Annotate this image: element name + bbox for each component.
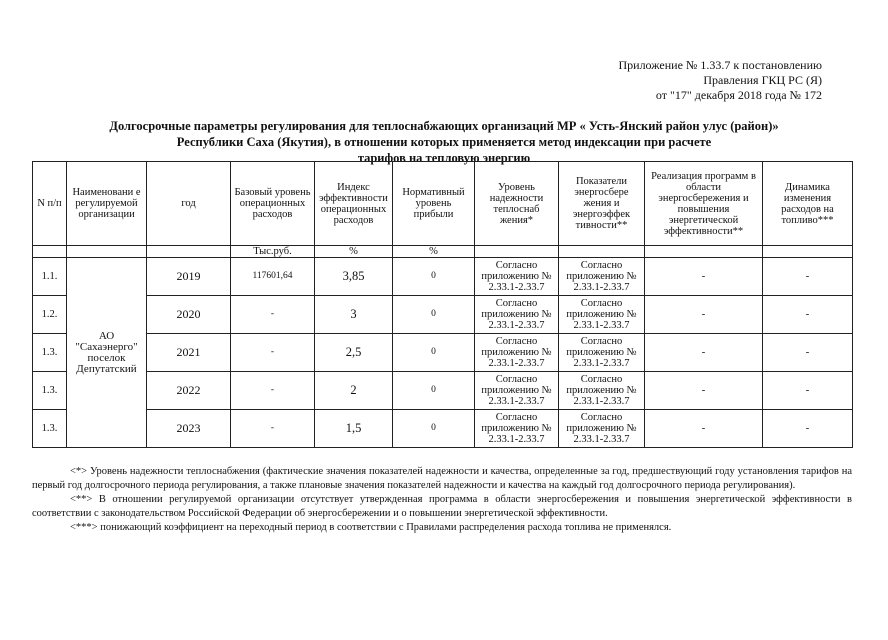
row-dynamics: - [763,410,853,448]
row-energy: Согласно приложению № 2.33.1-2.33.7 [559,334,645,372]
row-program: - [645,258,763,296]
row-base: - [231,410,315,448]
title-line-1: Долгосрочные параметры регулирования для теплоснабжающих организаций МР « Усть-Янский район улус (район)» [109,119,779,133]
row-reliability: Согласно приложению № 2.33.1-2.33.7 [475,258,559,296]
header-program: Реализация программ в области энергосбережения и повышения энергетической эффективности** [645,162,763,246]
footnotes [32,465,852,535]
row-year: 2019 [147,258,231,296]
row-profit: 0 [393,372,475,410]
row-num: 1.2. [33,296,67,334]
table-row [33,334,853,372]
row-index: 3 [315,296,393,334]
row-num: 1.3. [33,334,67,372]
row-year: 2020 [147,296,231,334]
row-profit: 0 [393,334,475,372]
row-dynamics: - [763,296,853,334]
row-year: 2021 [147,334,231,372]
title-line-2: Республики Саха (Якутия), в отношении которых применяется метод индексации при расчете [176,135,712,149]
header-profit: Нормативный уровень прибыли [393,162,475,246]
row-num: 1.3. [33,372,67,410]
row-index: 2,5 [315,334,393,372]
header-index: Индекс эффективности операционных расходов [315,162,393,246]
row-program: - [645,334,763,372]
row-profit: 0 [393,258,475,296]
header-energy: Показатели энергосбере жения и энергоэффек тивности** [559,162,645,246]
row-program: - [645,296,763,334]
header-base: Базовый уровень операционных расходов [231,162,315,246]
footnote-energy-program: <**> В отношении регулируемой организации отсутствует утвержденная программа в области энергосбережения и повышения энергетической эффективности в соответствии с законодательством Российской Федерации об энергосбережении и о повышении энергетической эффективности. [32,494,852,519]
row-base: - [231,372,315,410]
table-row [33,372,853,410]
header-year: год [147,162,231,246]
row-dynamics: - [763,372,853,410]
row-index: 2 [315,372,393,410]
row-reliability: Согласно приложению № 2.33.1-2.33.7 [475,410,559,448]
row-dynamics: - [763,334,853,372]
footnote-reliability: <*> Уровень надежности теплоснабжения (фактические значения показателей надежности и качества, определенные за год, предшествующий году установления тарифов на первый год долгосрочного периода регулирования, а также плановые значения показателей надежности и качества на каждый год долгосрочного периода регулирования). [32,466,852,491]
unit-index: % [315,246,393,258]
row-num: 1.1. [33,258,67,296]
unit-base: Тыс.руб. [231,246,315,258]
parameters-table [32,161,853,448]
header-org: Наименовани е регулируемой организации [67,162,147,246]
org-name-cell: АО "Сахаэнерго" поселок Депутатский [67,258,147,448]
units-row [33,246,853,258]
row-reliability: Согласно приложению № 2.33.1-2.33.7 [475,334,559,372]
header-reliability: Уровень надежности теплоснаб жения* [475,162,559,246]
row-reliability: Согласно приложению № 2.33.1-2.33.7 [475,372,559,410]
header-dynamics: Динамика изменения расходов на топливо*** [763,162,853,246]
table-row [33,410,853,448]
row-base: 117601,64 [231,258,315,296]
table-header-row [33,162,853,246]
row-reliability: Согласно приложению № 2.33.1-2.33.7 [475,296,559,334]
row-num: 1.3. [33,410,67,448]
row-index: 3,85 [315,258,393,296]
row-program: - [645,372,763,410]
row-dynamics: - [763,258,853,296]
unit-profit: % [393,246,475,258]
document-title [0,118,888,166]
row-profit: 0 [393,410,475,448]
table-row [33,258,853,296]
row-base: - [231,334,315,372]
document-header [618,58,822,103]
row-year: 2023 [147,410,231,448]
table-row [33,296,853,334]
header-num: N п/п [33,162,67,246]
header-line-3: от "17" декабря 2018 года № 172 [655,88,822,102]
row-energy: Согласно приложению № 2.33.1-2.33.7 [559,258,645,296]
title-line-3: тарифов на тепловую энергию [357,151,531,165]
row-base: - [231,296,315,334]
row-profit: 0 [393,296,475,334]
footnote-fuel: <***> понижающий коэффициент на переходный период в соответствии с Правилами распределения расхода топлива не применялся. [70,522,672,533]
row-energy: Согласно приложению № 2.33.1-2.33.7 [559,372,645,410]
row-index: 1,5 [315,410,393,448]
header-line-1: Приложение № 1.33.7 к постановлению [618,58,822,72]
row-program: - [645,410,763,448]
row-year: 2022 [147,372,231,410]
row-energy: Согласно приложению № 2.33.1-2.33.7 [559,296,645,334]
row-energy: Согласно приложению № 2.33.1-2.33.7 [559,410,645,448]
header-line-2: Правления ГКЦ РС (Я) [703,73,822,87]
